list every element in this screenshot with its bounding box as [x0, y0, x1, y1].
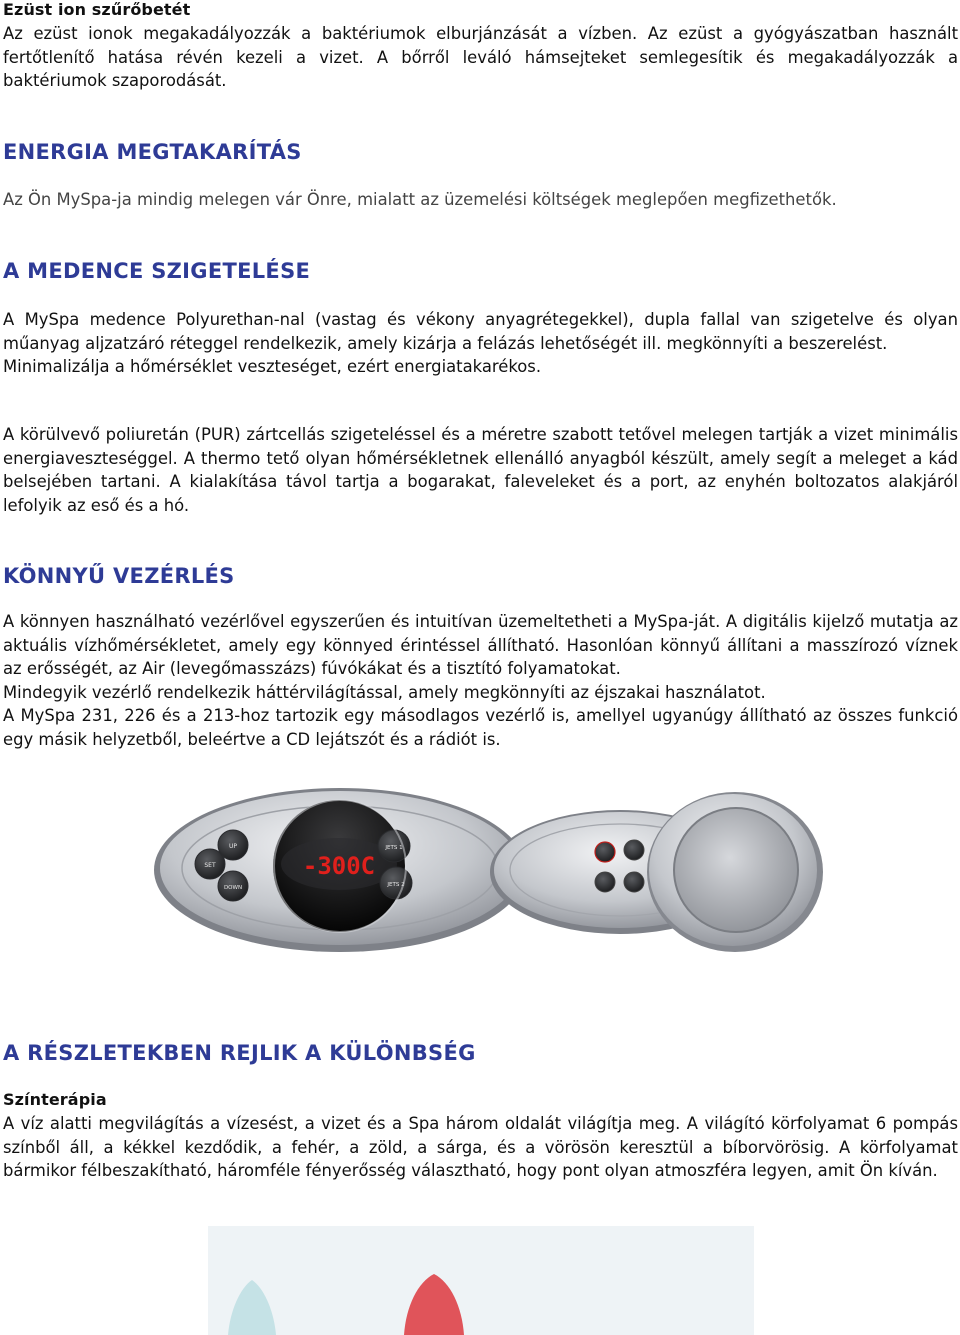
main-control-panel — [154, 788, 526, 952]
control-text-1: A könnyen használható vezérlővel egyszerűen és intuitívan üzemeltetheti a MySpa-ját. A digitális kijelző mutatja az aktuális vízhőmérsékletet, amely egy könnyed érintéssel állítható. Hasonlóan könnyű állítani a masszírozó víznek az erősségét, az Air (levegőmasszázs) fúvókákat és a tisztító folyamatokat. — [3, 612, 958, 678]
details-paragraph — [3, 1112, 958, 1183]
secondary-button-1[interactable] — [595, 842, 615, 862]
control-paragraph — [3, 610, 958, 751]
energy-text: Az Ön MySpa-ja mindig melegen vár Önre, mialatt az üzemelési költségek meglepően megfizethetők. — [3, 190, 837, 209]
secondary-button-4[interactable] — [624, 872, 644, 892]
temperature-display: -300C — [302, 852, 376, 880]
silver-paragraph — [3, 22, 958, 93]
energy-heading: ENERGIA MEGTAKARÍTÁS — [3, 140, 302, 164]
set-button-label: SET — [204, 862, 216, 869]
jets2-button[interactable] — [380, 867, 412, 899]
insulation-text-3: A körülvevő poliuretán (PUR) zártcellás szigeteléssel és a méretre szabott tetővel melegen tartják a vizet minimális energiaveszteséggel. A thermo tető olyan hőmérsékletnek ellenálló anyagból készült, amely segít a meleget a kád belsejében tartani. A kialakítása távol tartja a bogarakat, faleveleket és a port, az enyhén boltozatos alakjáról lefolyik az eső és a hó. — [3, 425, 958, 515]
cover-disc-panel — [647, 792, 823, 952]
insulation-text-1: A MySpa medence Polyurethan-nal (vastag és vékony anyagrétegekkel), dupla fallal van szigetelve és olyan műanyag aljzatzáró réteggel rendelkezik, amely kizárja a felázás lehetőségét ill. megkönnyíti a beszerelést. — [3, 310, 958, 353]
cover-disc — [674, 808, 798, 932]
details-heading: A RÉSZLETEKBEN REJLIK A KÜLÖNBSÉG — [3, 1041, 476, 1065]
insulation-paragraph — [3, 308, 958, 379]
energy-paragraph — [3, 188, 958, 212]
control-text-3: A MySpa 231, 226 és a 213-hoz tartozik egy másodlagos vezérlő is, amellyel ugyanúgy állítható az összes funkció egy másik helyzetből, beleértve a CD lejátszót és a rádiót is. — [3, 706, 958, 749]
secondary-button-2[interactable] — [624, 840, 644, 860]
down-button[interactable] — [218, 871, 248, 901]
insulation-text-2: Minimalizálja a hőmérséklet veszteséget, ezért energiatakarékos. — [3, 357, 542, 376]
control-text-2: Mindegyik vezérlő rendelkezik háttérvilágítással, amely megkönnyíti az éjszakai használatot. — [3, 682, 766, 702]
control-panels-image — [150, 778, 830, 958]
details-text: A víz alatti megvilágítás a vízesést, a vizet és a Spa három oldalát világítja meg. A világító körfolyamat 6 pompás színből áll, a kékkel kezdődik, a fehér, a zöld, a sárga, és a vörösön keresztül a bíborvörösig. A körfolyamat bármikor félbeszakítható, háromféle fényerősség választható, hogy pont olyan atmoszféra legyen, amit Ön kíván. — [3, 1114, 958, 1180]
silver-title: Ezüst ion szűrőbetét — [3, 0, 191, 19]
underwater-light-image — [208, 1226, 754, 1335]
down-button-label: DOWN — [223, 885, 243, 891]
up-button[interactable] — [218, 830, 248, 860]
up-button-label: UP — [228, 843, 238, 850]
silver-text: Az ezüst ionok megakadályozzák a baktériumok elburjánzását a vízben. Az ezüst a gyógyászatban használt fertőtlenítő hatása révén kezeli a vizet. A bőrről leváló hámsejteket semlegesítik és megakadályozzák a baktériumok szaporodását. — [3, 24, 958, 90]
insulation-paragraph-2 — [3, 423, 958, 517]
jets1-button-label: JETS 1 — [385, 845, 403, 851]
details-subtitle: Színterápia — [3, 1090, 107, 1109]
control-heading: KÖNNYŰ VEZÉRLÉS — [3, 564, 235, 588]
jets2-button-label: JETS 2 — [387, 882, 405, 888]
insulation-heading: A MEDENCE SZIGETELÉSE — [3, 259, 311, 283]
secondary-button-3[interactable] — [595, 872, 615, 892]
